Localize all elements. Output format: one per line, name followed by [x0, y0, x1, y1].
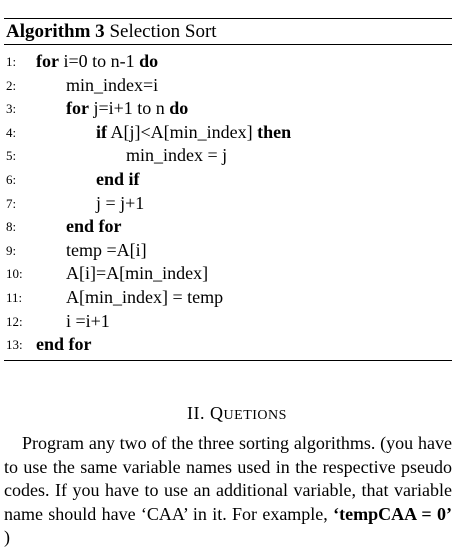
line-number: 2:	[6, 77, 17, 93]
section-rest: UETIONS	[223, 408, 287, 423]
algorithm-caption	[4, 19, 452, 45]
section-heading	[0, 403, 474, 424]
algorithm-line	[4, 168, 452, 192]
algorithm-lines	[4, 45, 452, 357]
algorithm-line	[4, 144, 452, 168]
line-code	[66, 97, 188, 121]
line-code	[126, 144, 227, 168]
code-text: i=0 to n-1	[58, 51, 140, 71]
code-text: j = j+1	[96, 192, 145, 213]
line-number: 11:	[6, 289, 23, 305]
line-number: 8:	[6, 219, 17, 235]
algorithm-line	[4, 50, 452, 74]
algorithm-line	[4, 333, 452, 357]
code-text: A[j]<A[min_index]	[107, 121, 258, 142]
algorithm-title: Selection Sort	[109, 21, 217, 42]
keyword: end for	[36, 334, 92, 355]
algorithm-line	[4, 286, 452, 310]
line-number: 3:	[6, 101, 17, 117]
algorithm-line	[4, 192, 452, 216]
code-text: min_index=i	[66, 74, 159, 95]
algorithm-line	[4, 97, 452, 121]
line-code	[66, 215, 122, 239]
line-number: 9:	[6, 242, 17, 258]
algorithm-line	[4, 262, 452, 286]
line-number: 12:	[6, 313, 23, 329]
line-code	[96, 168, 140, 192]
algorithm-bottom-rule	[4, 360, 452, 361]
line-code	[66, 286, 223, 310]
line-number: 10:	[6, 266, 23, 282]
paragraph-tail: )	[4, 527, 10, 548]
keyword: then	[257, 121, 292, 142]
line-code	[96, 121, 291, 145]
line-number: 6:	[6, 171, 17, 187]
line-code	[66, 74, 158, 98]
keyword: end if	[96, 168, 140, 189]
line-code	[66, 262, 208, 286]
line-code	[96, 192, 144, 216]
keyword: do	[139, 51, 159, 71]
body-paragraph	[4, 432, 452, 550]
section-name	[210, 403, 287, 423]
keyword: for	[36, 51, 59, 71]
algorithm-line	[4, 74, 452, 98]
algorithm-line	[4, 310, 452, 334]
code-text: i =i+1	[66, 310, 110, 331]
line-code	[66, 239, 147, 263]
line-code	[36, 333, 92, 357]
line-number: 5:	[6, 148, 17, 164]
algorithm-line	[4, 121, 452, 145]
code-text: temp =A[i]	[66, 239, 147, 260]
line-code	[66, 310, 110, 334]
paragraph-emphasis: ‘tempCAA = 0’	[333, 503, 452, 524]
code-text: A[i]=A[min_index]	[66, 263, 209, 284]
paragraph-text: Program any two of the three sorting algorithms. (you have to use the same variable names used in the respective pseudo codes. If you have to use an additional variable, that variable name should have ‘CAA’ in it. For example,	[4, 433, 452, 524]
algorithm-block	[4, 18, 452, 361]
code-text: j=i+1 to n	[88, 98, 170, 119]
line-code	[36, 50, 158, 74]
keyword: if	[96, 121, 107, 142]
section-first-letter: Q	[210, 403, 224, 423]
line-number: 4:	[6, 124, 17, 140]
code-text: min_index = j	[126, 145, 228, 166]
algorithm-line	[4, 239, 452, 263]
algorithm-line	[4, 215, 452, 239]
line-number: 13:	[6, 337, 23, 353]
section-numeral: II.	[187, 403, 206, 423]
keyword: for	[66, 98, 89, 119]
line-number: 7:	[6, 195, 17, 211]
line-number: 1:	[6, 54, 17, 69]
code-text: A[min_index] = temp	[66, 286, 224, 307]
keyword: do	[169, 98, 189, 119]
algorithm-label: Algorithm 3	[6, 21, 105, 42]
keyword: end for	[66, 216, 122, 237]
